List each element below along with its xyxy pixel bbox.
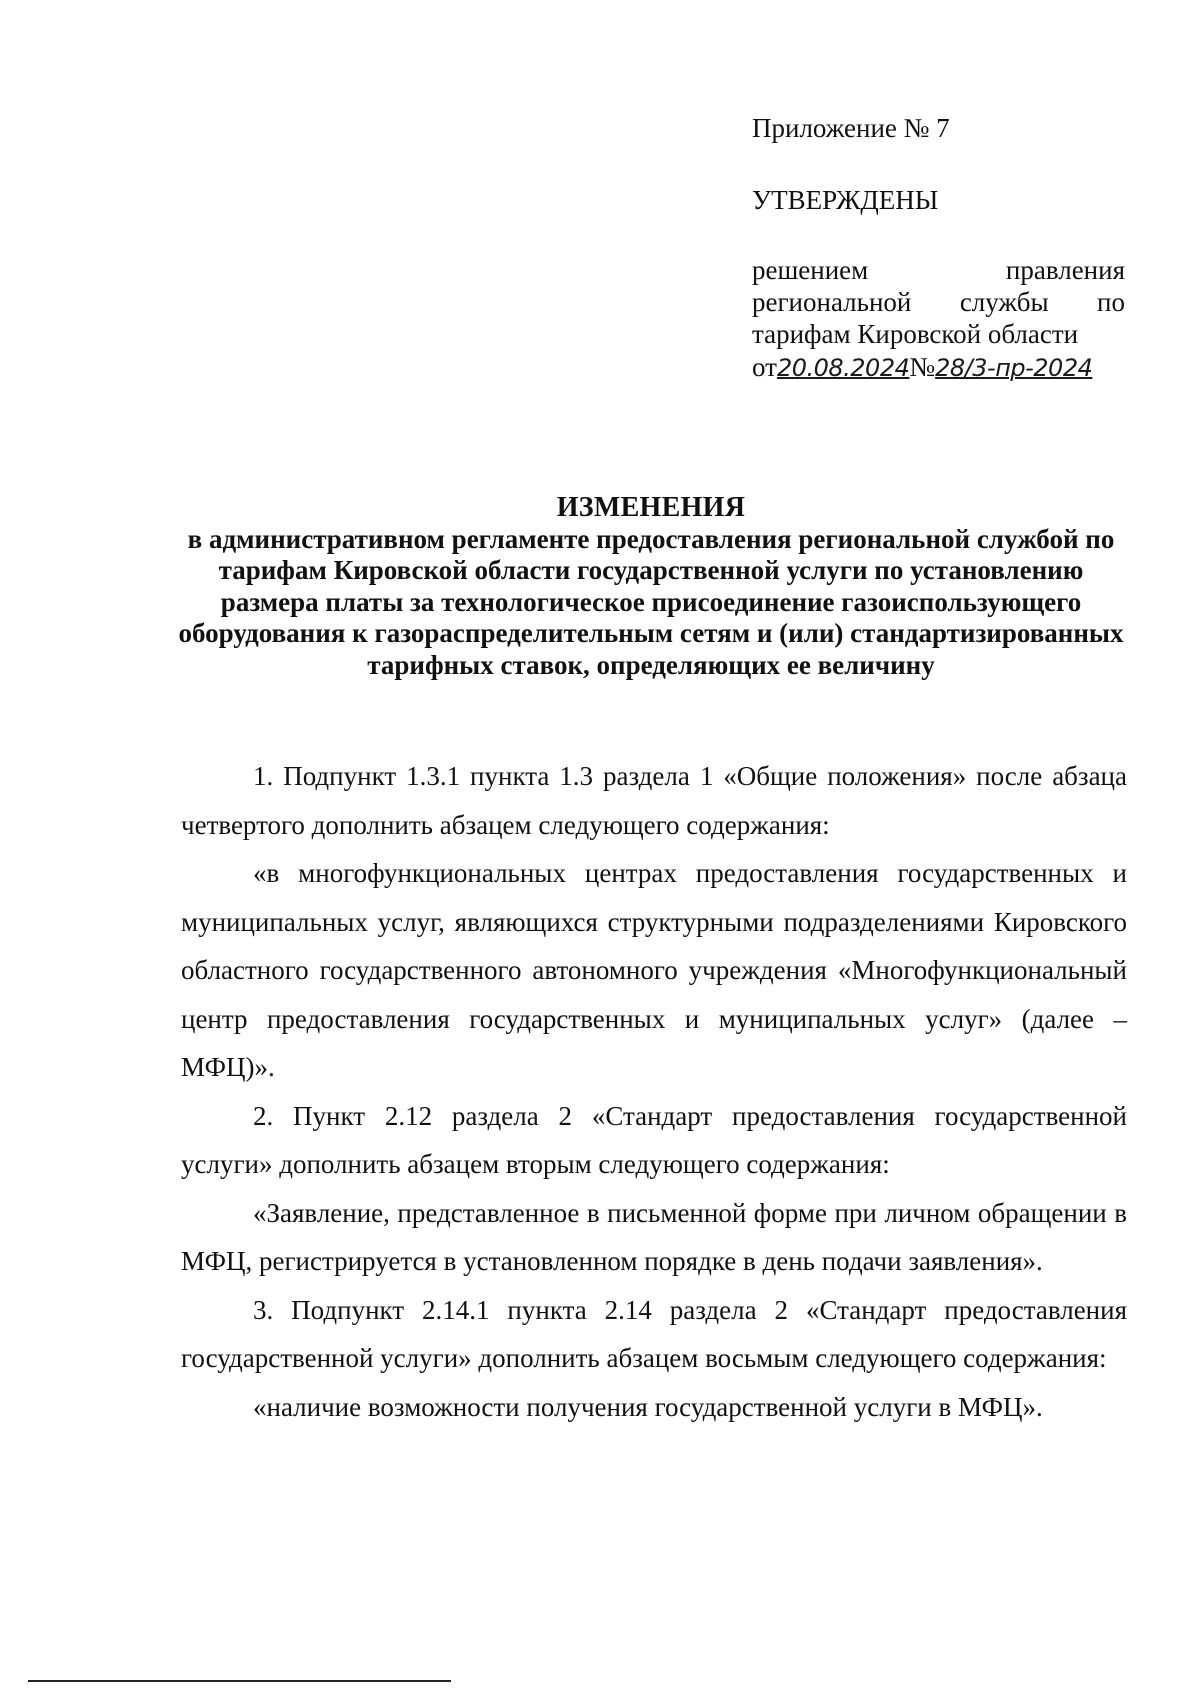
decree-date-number (752, 350, 1125, 385)
document-title: ИЗМЕНЕНИЯ (556, 492, 746, 523)
document-heading (170, 492, 1132, 682)
approved-label: УТВЕРЖДЕНЫ (752, 185, 939, 215)
decree-reference (752, 254, 1125, 385)
document-subtitle: в административном регламенте предоставления региональной службой по тарифам Кировской области государственной услуги по установлению размера платы за технологическое присоединение газоиспользующего оборудования к газораспределительным сетям и (или) стандартизированных тарифных ставок, определяющих ее величину (178, 523, 1124, 680)
footer-divider (28, 1680, 451, 1682)
paragraph-1: 1. Подпункт 1.3.1 пункта 1.3 раздела 1 «Общие положения» после абзаца четвертого дополнить абзацем следующего содержания: (181, 761, 1127, 840)
decree-line-2: региональной службы по (752, 287, 1125, 317)
number-sign: № (909, 352, 936, 382)
paragraph-4: «Заявление, представленное в письменной форме при личном обращении в МФЦ, регистрируется в установленном порядке в день подачи заявления». (181, 1197, 1127, 1276)
date-prefix: от (752, 352, 777, 382)
paragraph-6: «наличие возможности получения государственной услуги в МФЦ». (253, 1391, 1043, 1422)
decree-date: 20.08.2024 (776, 354, 910, 382)
paragraph-5: 3. Подпункт 2.14.1 пункта 2.14 раздела 2 «Стандарт предоставления государственной услуги» дополнить абзацем восьмым следующего содержания: (181, 1294, 1127, 1373)
annex-number: Приложение № 7 (752, 113, 950, 143)
decree-line-3: тарифам Кировской области (752, 319, 1079, 349)
approval-block (752, 112, 1125, 385)
paragraph-2: «в многофункциональных центрах предоставления государственных и муниципальных услуг, являющихся структурными подразделениями Кировского областного государственного автономного учреждения «Многофункциональный центр предоставления государственных и муниципальных услуг» (далее – МФЦ)». (181, 858, 1127, 1082)
decree-number: 28/3-пр-2024 (935, 354, 1093, 382)
decree-line-1: решением правления (752, 255, 1125, 285)
document-body (181, 752, 1127, 1431)
paragraph-3: 2. Пункт 2.12 раздела 2 «Стандарт предоставления государственной услуги» дополнить абзацем вторым следующего содержания: (181, 1100, 1127, 1179)
